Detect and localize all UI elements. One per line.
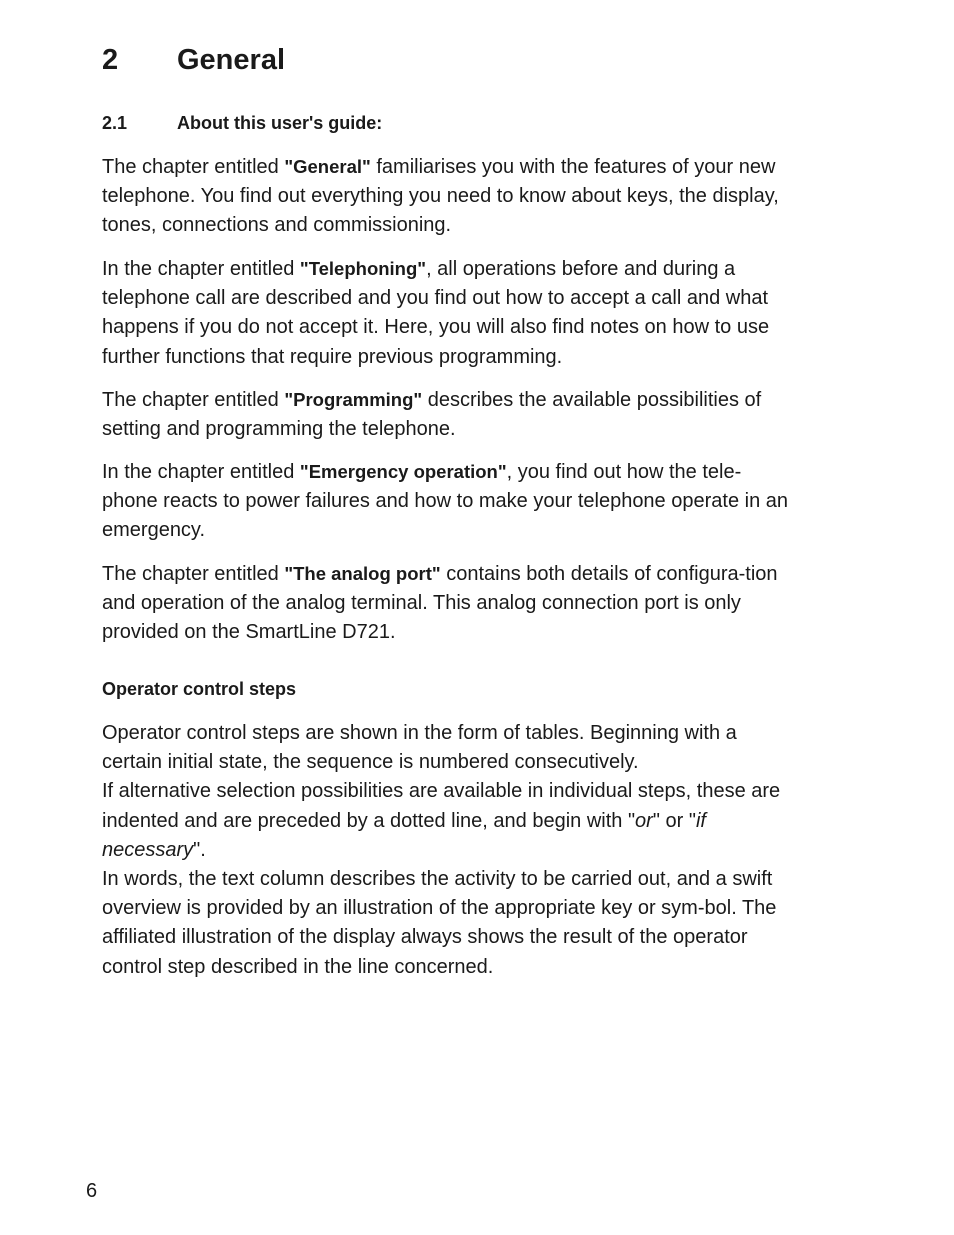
paragraph-text: If alternative selection possibilities are available in individual steps, these are indented and are preceded by a dotted line, and begin with " xyxy=(102,780,781,832)
paragraph-programming xyxy=(102,385,792,444)
page-number: 6 xyxy=(86,1180,98,1202)
paragraph-text: In the chapter entitled xyxy=(102,258,300,280)
paragraph-emergency xyxy=(102,457,792,546)
chapter-reference: "The analog port" xyxy=(284,563,441,584)
section-title: About this user's guide: xyxy=(177,113,383,133)
chapter-reference: "Programming" xyxy=(284,389,423,410)
section-number: 2.1 xyxy=(102,113,128,133)
chapter-number: 2 xyxy=(102,44,119,76)
paragraph-text: " or " xyxy=(652,809,696,832)
paragraph-general xyxy=(102,152,792,241)
chapter-reference: "General" xyxy=(284,156,371,177)
paragraph-telephoning xyxy=(102,254,792,372)
chapter-heading xyxy=(102,44,285,77)
operator-line-2 xyxy=(102,777,792,865)
italic-term: if necessary xyxy=(102,809,706,861)
paragraph-text: The chapter entitled xyxy=(102,389,285,411)
paragraph-text: In the chapter entitled xyxy=(102,461,300,483)
paragraph-text: , you find out how the tele-phone reacts to power failures and how to make your telephone operate in an emergency. xyxy=(102,461,788,542)
operator-line-3: In words, the text column describes the activity to be carried out, and a swift overview is provided by an illustration of the appropriate key or sym-bol. The affiliated illustration of the display always shows the result of the operator control step described in the line concerned. xyxy=(102,868,777,978)
section-heading xyxy=(102,113,382,134)
paragraph-analog-port xyxy=(102,559,792,648)
paragraph-text: , all operations before and during a telephone call are described and you find out how to accept a call and what happens if you do not accept it. Here, you will also find notes on how to use further functions that require previous programming. xyxy=(102,258,770,368)
paragraph-text: The chapter entitled xyxy=(102,156,285,178)
paragraph-text: The chapter entitled xyxy=(102,563,285,585)
operator-steps-text xyxy=(102,719,792,982)
chapter-title: General xyxy=(177,44,285,76)
italic-term: or xyxy=(635,809,653,832)
paragraph-text: ". xyxy=(193,838,206,861)
paragraph-text: contains both details of configura-tion and operation of the analog terminal. This analog connection port is only provided on the SmartLine D721. xyxy=(102,563,778,644)
paragraph-text: familiarises you with the features of your new telephone. You find out everything you need to know about keys, the display, tones, connections and commissioning. xyxy=(102,156,779,237)
operator-steps-heading: Operator control steps xyxy=(102,679,297,699)
chapter-reference: "Telephoning" xyxy=(299,258,427,279)
paragraph-text: describes the available possibilities of setting and programming the telephone. xyxy=(102,389,762,441)
operator-line-1: Operator control steps are shown in the form of tables. Beginning with a certain initial state, the sequence is numbered consecutively. xyxy=(102,722,737,774)
chapter-reference: "Emergency operation" xyxy=(299,461,507,482)
